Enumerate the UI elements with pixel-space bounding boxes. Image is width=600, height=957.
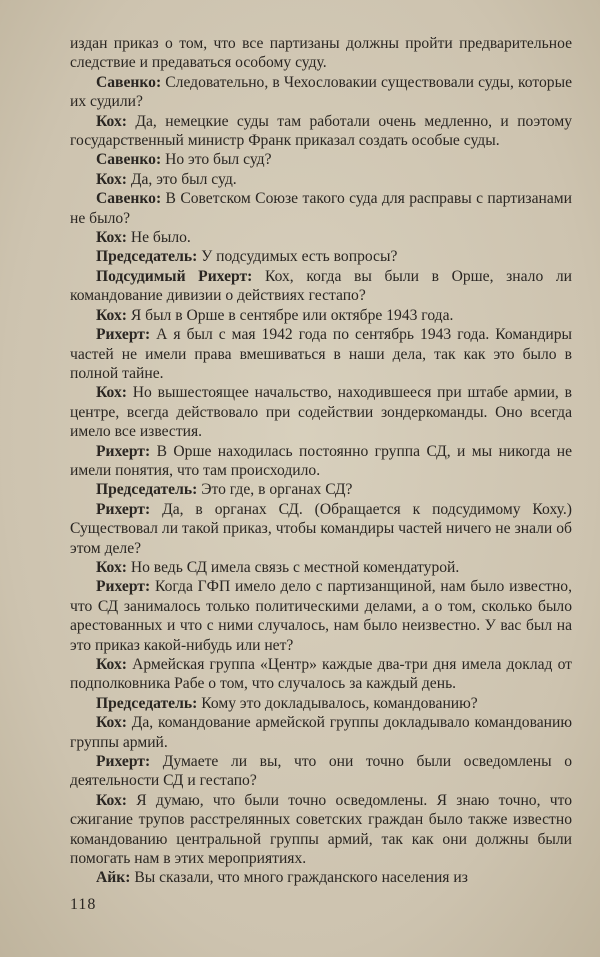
paragraph-17 [70, 655, 572, 694]
speaker-label: Кох: [96, 170, 127, 188]
paragraph-text: Кох, когда вы были в Орше, знало ли командование дивизии о действиях гестапо? [70, 267, 573, 305]
paragraph-text: Но это был суд? [165, 151, 272, 169]
paragraph-16 [70, 577, 572, 655]
paragraph-text: Но ведь СД имела связь с местной комендатурой. [130, 558, 460, 576]
speaker-label: Савенко: [96, 190, 162, 208]
paragraph-text: Армейская группа «Центр» каждые два-три дня имела доклад от подполковника Рабе о том, что случалось за каждый день. [70, 656, 572, 693]
speaker-label: Рихерт: [96, 500, 151, 518]
page-number: 118 [70, 896, 97, 913]
paragraph-2 [70, 112, 572, 151]
paragraph-19 [70, 713, 572, 752]
paragraph-text: Это где, в органах СД? [201, 481, 353, 499]
paragraph-4 [70, 170, 572, 189]
paragraph-13 [70, 480, 572, 499]
speaker-label: Айк: [96, 869, 131, 887]
paragraph-20 [70, 752, 572, 791]
paragraph-text: Вы сказали, что много гражданского населения из [134, 869, 468, 887]
page-body [70, 34, 572, 888]
speaker-label: Кох: [96, 558, 127, 576]
paragraph-text: Я думаю, что были точно осведомлены. Я знаю точно, что сжигание трупов расстрелянных советских граждан было также известно командованию центральной группы армий, так как они должны были помогать нам в этих мероприятиях. [70, 791, 572, 868]
paragraph-text: Не было. [130, 229, 191, 247]
speaker-label: Рихерт: [96, 578, 151, 596]
paragraph-0 [70, 34, 572, 73]
speaker-label: Председатель: [96, 481, 198, 499]
speaker-label: Рихерт: [96, 326, 151, 344]
paragraph-3 [70, 150, 572, 169]
paragraph-text: У подсудимых есть вопросы? [201, 248, 398, 266]
paragraph-21 [70, 791, 572, 869]
speaker-label: Кох: [96, 229, 127, 247]
speaker-label: Савенко: [96, 151, 162, 169]
speaker-label: Подсудимый Рихерт: [96, 267, 253, 285]
paragraph-text: В Орше находилась постоянно группа СД, и мы никогда не имели понятия, что там происходило. [70, 442, 572, 479]
speaker-label: Рихерт: [96, 442, 151, 460]
paragraph-12 [70, 442, 572, 481]
paragraph-text: В Советском Союзе такого суда для расправы с партизанами не было? [70, 190, 572, 227]
paragraph-text: Да, командование армейской группы докладывало командованию группы армий. [70, 714, 572, 751]
paragraph-text: А я был с мая 1942 года по сентябрь 1943 года. Командиры частей не имели права вмешиваться в наши дела, так как это было в полной тайне. [70, 326, 573, 382]
paragraph-5 [70, 189, 572, 228]
speaker-label: Кох: [96, 384, 127, 402]
speaker-label: Рихерт: [96, 753, 151, 771]
paragraph-15 [70, 558, 572, 577]
speaker-label: Кох: [96, 656, 127, 673]
speaker-label: Кох: [96, 306, 127, 324]
paragraph-10 [70, 325, 572, 383]
paragraph-22 [70, 868, 572, 887]
paragraph-8 [70, 267, 572, 306]
paragraph-6 [70, 228, 572, 247]
paragraph-1 [70, 73, 572, 112]
paragraph-text: издан приказ о том, что все партизаны должны пройти предварительное следствие и предаваться особому суду. [70, 35, 572, 72]
paragraph-text: Когда ГФП имело дело с партизанщиной, нам было известно, что СД занималось только политическими делами, а о том, сколько было арестованных и что с ними случалось, нам было неизвестно. У вас был на это приказ какой-нибудь или нет? [70, 578, 572, 654]
paragraph-text: Да, это был суд. [130, 170, 237, 188]
speaker-label: Савенко: [96, 73, 162, 91]
paragraph-text: Я был в Орше в сентябре или октябре 1943 года. [130, 306, 454, 324]
paragraph-text: Следовательно, в Чехословакии существовали суды, которые их судили? [70, 73, 572, 111]
paragraph-text: Да, в органах СД. (Обращается к подсудимому Коху.) Существовал ли такой приказ, чтобы командиры частей ничего не знали об этом деле? [70, 500, 572, 557]
paragraph-9 [70, 306, 572, 325]
paragraph-text: Кому это докладывалось, командованию? [201, 694, 478, 712]
speaker-label: Кох: [96, 112, 127, 130]
speaker-label: Председатель: [96, 248, 198, 266]
paragraph-18 [70, 694, 572, 713]
paragraph-7 [70, 247, 572, 266]
speaker-label: Председатель: [96, 694, 198, 712]
paragraph-text: Думаете ли вы, что они точно были осведомлены о деятельности СД и гестапо? [70, 753, 572, 790]
speaker-label: Кох: [96, 714, 127, 732]
paragraph-14 [70, 500, 572, 558]
paragraph-text: Да, немецкие суды там работали очень медленно, и поэтому государственный министр Франк приказал создать особые суды. [70, 112, 573, 150]
paragraph-text: Но вышестоящее начальство, находившееся при штабе армии, в центре, всегда действовало при содействии зондеркоманды. Оно всегда имело все известия. [70, 384, 572, 441]
paragraph-11 [70, 383, 572, 441]
speaker-label: Кох: [96, 791, 127, 809]
